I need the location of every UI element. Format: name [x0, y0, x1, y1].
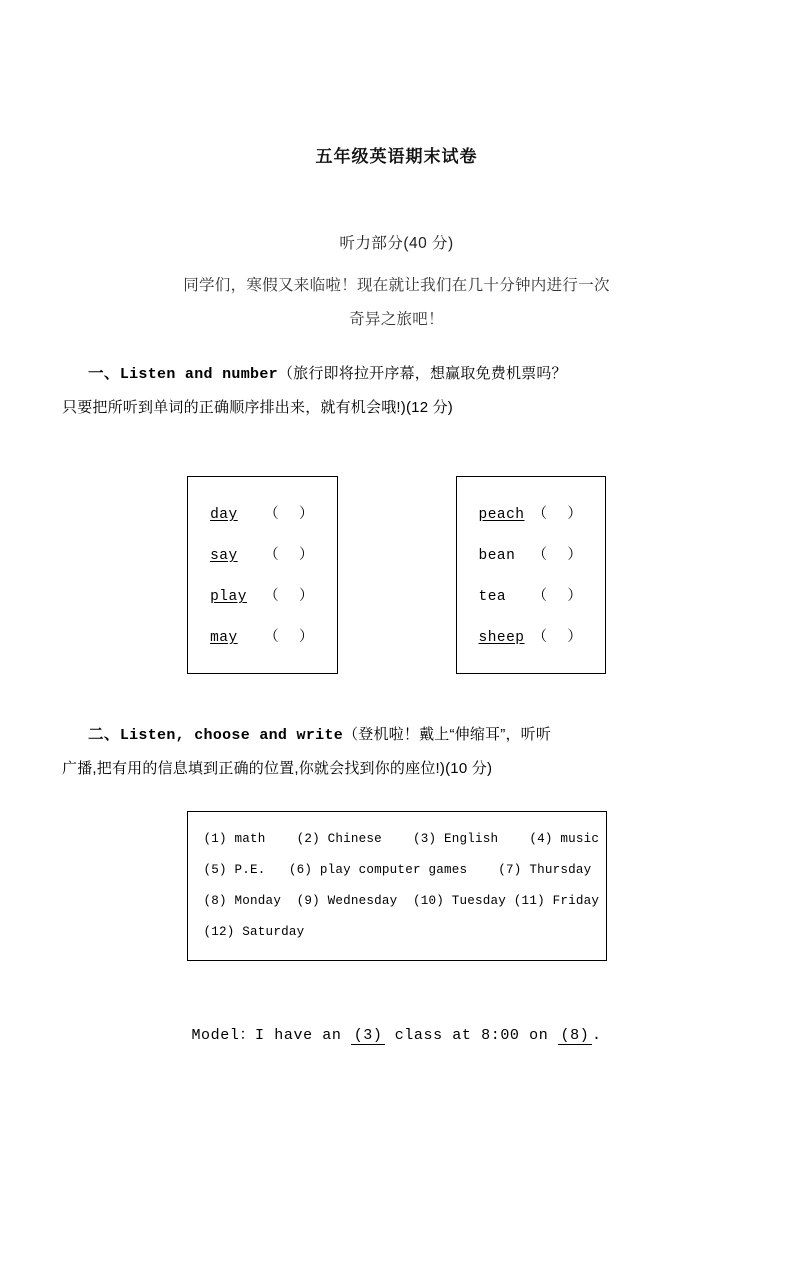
question-1-line-1	[62, 357, 731, 391]
word-boxes-row	[62, 476, 731, 674]
question-2-line-2	[62, 752, 731, 785]
word-row	[210, 577, 314, 618]
question-1	[62, 357, 731, 424]
word-text: sheep	[478, 630, 525, 646]
exam-page	[0, 142, 793, 1264]
answer-paren[interactable]: （ ）	[532, 507, 583, 523]
question-1-chinese-line-1: （旅行即将拉开序幕，想赢取免费机票吗？	[277, 365, 567, 382]
answer-paren[interactable]: （ ）	[532, 548, 583, 564]
model-suffix: .	[591, 1027, 602, 1044]
options-line: (8) Monday (9) Wednesday (10) Tuesday (11) Friday	[203, 894, 600, 908]
word-text: play	[210, 589, 247, 605]
answer-paren[interactable]: （ ）	[264, 589, 315, 605]
model-middle: class at 8:00 on	[394, 1027, 549, 1044]
page-title: 五年级英语期末试卷	[315, 147, 478, 166]
options-box	[187, 811, 607, 961]
options-line: (5) P.E. (6) play computer games (7) Thursday	[203, 863, 592, 877]
question-2	[62, 718, 731, 785]
word-text: say	[210, 548, 238, 564]
question-2-line-1	[62, 718, 731, 752]
word-row	[210, 495, 314, 536]
word-box-right	[456, 476, 606, 674]
word-row	[210, 536, 314, 577]
word-text: bean	[478, 548, 516, 564]
word-text: tea	[478, 589, 507, 605]
answer-paren[interactable]: （ ）	[532, 630, 583, 646]
model-sentence	[62, 1023, 731, 1045]
listening-section-heading: 听力部分(40 分)	[339, 235, 454, 252]
question-2-chinese-line-1: （登机啦！戴上“伸缩耳”，听听	[343, 726, 552, 743]
word-box-left	[187, 476, 337, 674]
answer-paren[interactable]: （ ）	[264, 548, 315, 564]
question-2-number: 二、	[88, 726, 120, 743]
word-row	[479, 618, 583, 659]
question-2-chinese-line-2: 广播,把有用的信息填到正确的位置,你就会找到你的座位!)(10 分)	[62, 760, 493, 777]
question-1-english: Listen and number	[119, 366, 278, 383]
word-text: may	[210, 630, 238, 646]
answer-paren[interactable]: （ ）	[264, 630, 315, 646]
options-line: (1) math (2) Chinese (3) English (4) music	[203, 832, 600, 846]
word-text: peach	[478, 507, 525, 523]
question-2-english: Listen, choose and write	[119, 727, 344, 744]
model-prefix: Model：I have an	[191, 1027, 342, 1044]
word-row	[479, 577, 583, 618]
word-row	[479, 536, 583, 577]
intro-line-2: 奇异之旅吧！	[349, 311, 444, 328]
intro-line-1: 同学们，寒假又来临啦！现在就让我们在几十分钟内进行一次	[183, 277, 610, 294]
answer-paren[interactable]: （ ）	[264, 507, 315, 523]
word-row	[479, 495, 583, 536]
question-1-line-2	[62, 391, 731, 424]
intro-paragraph	[62, 269, 731, 337]
question-1-number: 一、	[88, 365, 120, 382]
answer-paren[interactable]: （ ）	[532, 589, 583, 605]
model-blank-2[interactable]: (8)	[558, 1027, 592, 1045]
model-blank-1[interactable]: (3)	[351, 1027, 385, 1045]
question-1-chinese-line-2: 只要把所听到单词的正确顺序排出来，就有机会哦!)(12 分)	[62, 399, 454, 416]
word-text: day	[210, 507, 238, 523]
options-line: (12) Saturday	[203, 925, 305, 939]
word-row	[210, 618, 314, 659]
